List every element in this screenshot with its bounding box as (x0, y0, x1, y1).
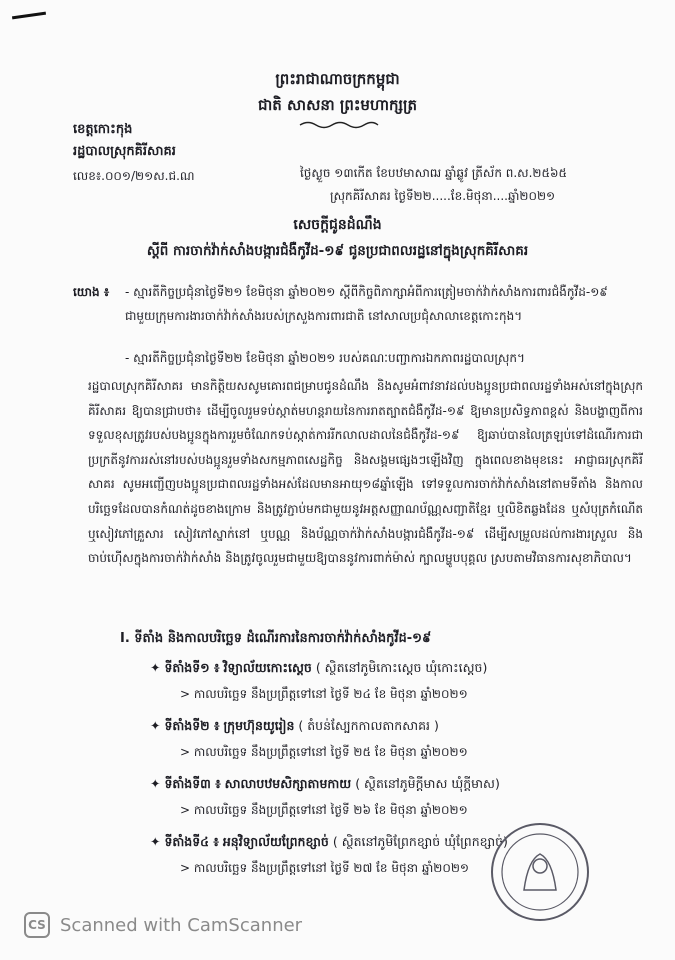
document-title: សេចក្តីជូនដំណឹង (293, 217, 382, 233)
site-label: ទីតាំងទី១ ៖ (164, 660, 220, 675)
body-paragraph: រដ្ឋបាលស្រុកគិរីសាគរ មានកិត្តិយសសូមគោរពជម្រាបជូនដំណឹង និងសូមអំពាវនាវដល់បងប្អូនប្រជាពលរដ្ឋទាំងអស់នៅក្នុងស្រុកគិរីសាគរ ឱ្យបានជ្រាបថា៖ ដើម្បីចូលរួមទប់ស្កាត់មហន្តរាយនៃការរាតត្បាតជំងឺកូវីដ-១៩ ឱ្យមានប្រសិទ្ធភាពខ្ពស់ និងបង្ហាញពីការទទួលខុសត្រូវរបស់បងប្អូនក្នុងការរួមចំណែកទប់ស្កាត់ការរីកលាលដាលនៃជំងឺកូវីដ-១៩ ឱ្យឆាប់បានលៃត្រឡប់ទៅដំណើរការជាប្រក្រតីនូវការរស់នៅរបស់បងប្អូនរួមទាំងសកម្មភាពសេដ្ឋកិច្ច និងសង្គមផ្សេងៗឡើងវិញ ក្នុងពេលខាងមុខនេះ អាជ្ញាធរស្រុកគិរីសាគរ សូមអញ្ជើញបងប្អូនប្រជាពលរដ្ឋទាំងអស់ដែលមានអាយុ១៨ឆ្នាំឡើង ទៅទទួលការចាក់វ៉ាក់សាំងនៅតាមទីតាំង និងកាលបរិច្ឆេទដែលបានកំណត់ដូចខាងក្រោម និងត្រូវភ្ជាប់មកជាមួយនូវអត្តសញ្ញាណប័ណ្ណសញ្ជាតិខ្មែរ ឬលិខិតឆ្លងដែន ឬសំបុត្រកំណើត ឬសៀវភៅគ្រួសារ សៀវភៅស្នាក់នៅ ឬបណ្ណ និងប័ណ្ណចាក់វ៉ាក់សាំងបង្ការជំងឺកូវីដ-១៩ ដើម្បីសម្រួលដល់ការងារស្រួល និងចាប់ហ៊ើសក្នុងការចាក់វ៉ាក់សាំង និងត្រូវចូលរួមជាមួយឱ្យបាននូវការពាក់ម៉ាស់ ក្បាលម្ហូបបុគ្គល ស្របតាមវិធានការសុខាភិបាល។ (88, 379, 643, 566)
site-date: > កាលបរិច្ឆេទ នឹងប្រព្រឹត្តទៅនៅ ថ្ងៃទី ២៧ ខែ មិថុនា ឆ្នាំ២០២១ (180, 861, 470, 875)
site-date: > កាលបរិច្ឆេទ នឹងប្រព្រឹត្តទៅនៅ ថ្ងៃទី ២៥ ខែ មិថុនា ឆ្នាំ២០២១ (180, 745, 468, 759)
site-name: វិទ្យាល័យកោះស្តេច (223, 660, 312, 675)
official-seal-stamp (488, 820, 592, 924)
pen-mark (12, 12, 46, 20)
bullet-icon: ✦ (150, 660, 165, 675)
scanner-label: Scanned with CamScanner (60, 914, 303, 936)
site-name: អនុវិទ្យាល័យព្រែកខ្សាច់ (222, 834, 329, 849)
scanner-watermark (24, 912, 302, 938)
district-admin: រដ្ឋបាលស្រុកគិរីសាគរ (73, 144, 176, 159)
site-name: ក្រុមហ៊ុនយូរៀន (223, 718, 295, 733)
site-label: ទីតាំងទី២ ៖ (164, 718, 220, 733)
site-entry (150, 718, 439, 737)
site-name: សាលាបឋមសិក្សាតាមកាយ (224, 776, 352, 791)
site-note: ( ស្ថិតនៅភូមិក្តីមាស ឃុំក្តីមាស) (355, 776, 500, 791)
reference-number: លេខ៖.០០១/២១ស.ជ.ណ (73, 169, 195, 183)
province-name: ខេត្តកោះកុង (73, 122, 133, 137)
ornament-divider (298, 120, 380, 130)
site-entry (150, 834, 508, 853)
reference-item: - ស្មារតីកិច្ចប្រជុំនាថ្ងៃទី២១ ខែមិថុនា ឆ្នាំ២០២១ ស្តីពីកិច្ចពិភាក្សាអំពីការត្រៀមចាក់វ៉ាក់សាំងការពារជំងឺកូវីដ-១៩ ជាមួយក្រុមការងារចាក់វ៉ាក់សាំងរបស់ក្រសួងការពារជាតិ នៅសាលប្រជុំសាលាខេត្តកោះកុង។ (125, 285, 608, 323)
camscanner-logo-icon: CS (24, 912, 50, 938)
site-date: > កាលបរិច្ឆេទ នឹងប្រព្រឹត្តទៅនៅ ថ្ងៃទី ២៦ ខែ មិថុនា ឆ្នាំ២០២១ (180, 803, 468, 817)
site-note: ( ស្ថិតនៅភូមិកោះស្តេច ឃុំកោះស្តេច) (315, 660, 488, 675)
site-entry (150, 776, 500, 795)
bullet-icon: ✦ (150, 834, 165, 849)
site-note: ( ស្ថិតនៅភូមិព្រែកខ្សាច់ ឃុំព្រែកខ្សាច់) (332, 834, 508, 849)
site-entry (150, 660, 487, 679)
reference-item: - ស្មារតីកិច្ចប្រជុំនាថ្ងៃទី២២ ខែមិថុនា ឆ្នាំ២០២១ របស់គណៈបញ្ជាការឯកភាពរដ្ឋបាលស្រុក។ (125, 351, 525, 365)
date-solar: ស្រុកគិរីសាគរ ថ្ងៃទី២២.....ខែ.មិថុនា....ឆ្នាំ២០២១ (330, 189, 556, 203)
section-heading: I. ទីតាំង និងកាលបរិច្ឆេទ ដំណើរការនៃការចាក់វ៉ាក់សាំងកូវីដ-១៩ (120, 631, 432, 646)
date-lunar: ថ្ងៃស្ងួច ១៣កើត ខែបឋមាសាឍ ឆ្នាំឆ្លូវ ត្រីស័ក ព.ស.២៥៦៥ (300, 166, 567, 180)
reference-label: យោង ៖ (73, 285, 110, 299)
bullet-icon: ✦ (150, 776, 165, 791)
site-note: ( តំបន់ស្បែកកាលតាកសាគរ ) (298, 718, 439, 733)
bullet-icon: ✦ (150, 718, 165, 733)
document-subject: ស្តីពី ការចាក់វ៉ាក់សាំងបង្ការជំងឺកូវីដ-១៩ ជូនប្រជាពលរដ្ឋនៅក្នុងស្រុកគិរីសាគរ (146, 243, 529, 259)
site-date: > កាលបរិច្ឆេទ នឹងប្រព្រឹត្តទៅនៅ ថ្ងៃទី ២៤ ខែ មិថុនា ឆ្នាំ២០២១ (180, 687, 468, 701)
site-label: ទីតាំងទី៤ ៖ (164, 834, 219, 849)
national-motto: ជាតិ សាសនា ព្រះមហាក្សត្រ (258, 96, 417, 114)
site-label: ទីតាំងទី៣ ៖ (164, 776, 221, 791)
kingdom-heading: ព្រះរាជាណាចក្រកម្ពុជា (275, 70, 400, 88)
